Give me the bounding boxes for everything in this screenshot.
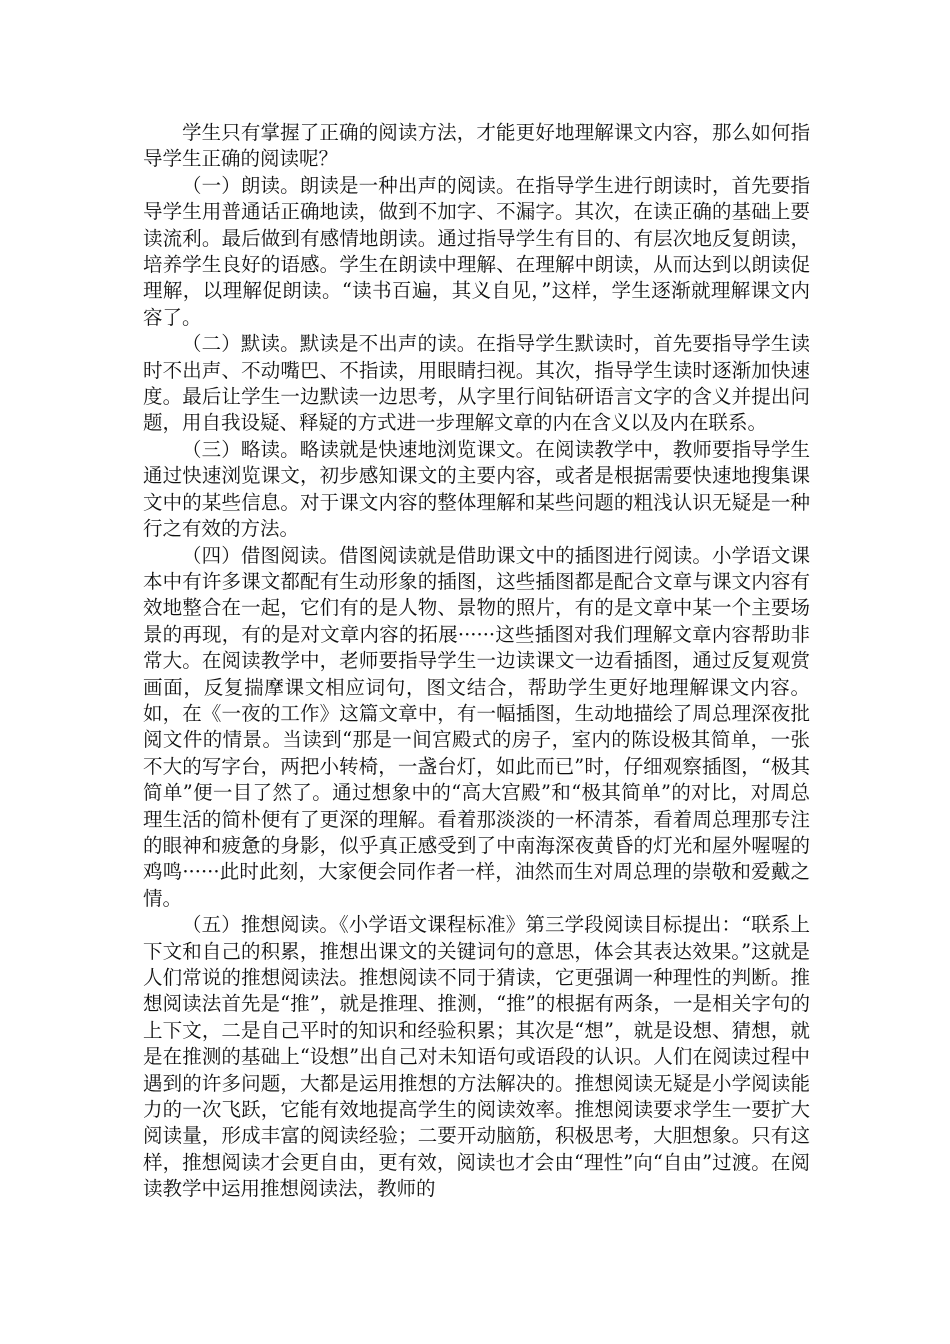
paragraph-silent-reading: （二）默读。默读是不出声的读。在指导学生默读时，首先要指导学生读时不出声、不动嘴巴、不指读，用眼睛扫视。其次，指导学生读时逐渐加快速度。最后让学生一边默读一边思考，从字里行间钻研语言文字的含义并提出问题，用自我设疑、释疑的方式进一步理解文章的内在含义以及内在联系。 [143,332,810,435]
paragraph-picture-reading: （四）借图阅读。借图阅读就是借助课文中的插图进行阅读。小学语文课本中有许多课文都配有生动形象的插图，这些插图都是配合文章与课文内容有效地整合在一起，它们有的是人物、景物的照片，有的是文章中某一个主要场景的再现，有的是对文章内容的拓展······这些插图对我们理解文章内容帮助非常大。在阅读教学中，老师要指导学生一边读课文一边看插图，通过反复观赏画面，反复揣摩课文相应词句，图文结合，帮助学生更好地理解课文内容。如，在《一夜的工作》这篇文章中，有一幅插图，生动地描绘了周总理深夜批阅文件的情景。当读到“那是一间宫殿式的房子，室内的陈设极其简单，一张不大的写字台，两把小转椅，一盏台灯，如此而已”时，仔细观察插图，“极其简单”便一目了然了。通过想象中的“高大宫殿”和“极其简单”的对比，对周总理生活的简朴便有了更深的理解。看着那淡淡的一杯清茶，看着周总理那专注的眼神和疲惫的身影，似乎真正感受到了中南海深夜黄昏的灯光和屋外喔喔的鸡鸣······此时此刻，大家便会同作者一样，油然而生对周总理的崇敬和爱戴之情。 [143,543,810,910]
document-page [143,120,810,1203]
paragraph-reading-aloud: （一）朗读。朗读是一种出声的阅读。在指导学生进行朗读时，首先要指导学生用普通话正确地读，做到不加字、不漏字。其次，在读正确的基础上要读流利。最后做到有感情地朗读。通过指导学生有目的、有层次地反复朗读，培养学生良好的语感。学生在朗读中理解、在理解中朗读，从而达到以朗读促理解，以理解促朗读。“读书百遍，其义自见，”这样，学生逐渐就理解课文内容了。 [143,173,810,329]
paragraph-intro: 学生只有掌握了正确的阅读方法，才能更好地理解课文内容，那么如何指导学生正确的阅读呢？ [143,121,810,171]
paragraph-skimming: （三）略读。略读就是快速地浏览课文。在阅读教学中，教师要指导学生通过快速浏览课文，初步感知课文的主要内容，或者是根据需要快速地搜集课文中的某些信息。对于课文内容的整体理解和某些问题的粗浅认识无疑是一种行之有效的方法。 [143,437,810,541]
paragraph-inference-reading: （五）推想阅读。《小学语文课程标准》第三学段阅读目标提出：“联系上下文和自己的积累，推想出课文的关键词句的意思，体会其表达效果。”这就是人们常说的推想阅读法。推想阅读不同于猜读，它更强调一种理性的判断。推想阅读法首先是“推”，就是推理、推测，“推”的根据有两条，一是相关字句的上下文，二是自己平时的知识和经验积累；其次是“想”，就是设想、猜想，就是在推测的基础上“设想”出自己对未知语句或语段的认识。人们在阅读过程中遇到的许多问题，大都是运用推想的方法解决的。推想阅读无疑是小学阅读能力的一次飞跃，它能有效地提高学生的阅读效率。推想阅读要求学生一要扩大阅读量，形成丰富的阅读经验；二要开动脑筋，积极思考，大胆想象。只有这样，推想阅读才会更自由，更有效，阅读也才会由“理性”向“自由”过渡。在阅读教学中运用推想阅读法，教师的 [143,913,810,1201]
